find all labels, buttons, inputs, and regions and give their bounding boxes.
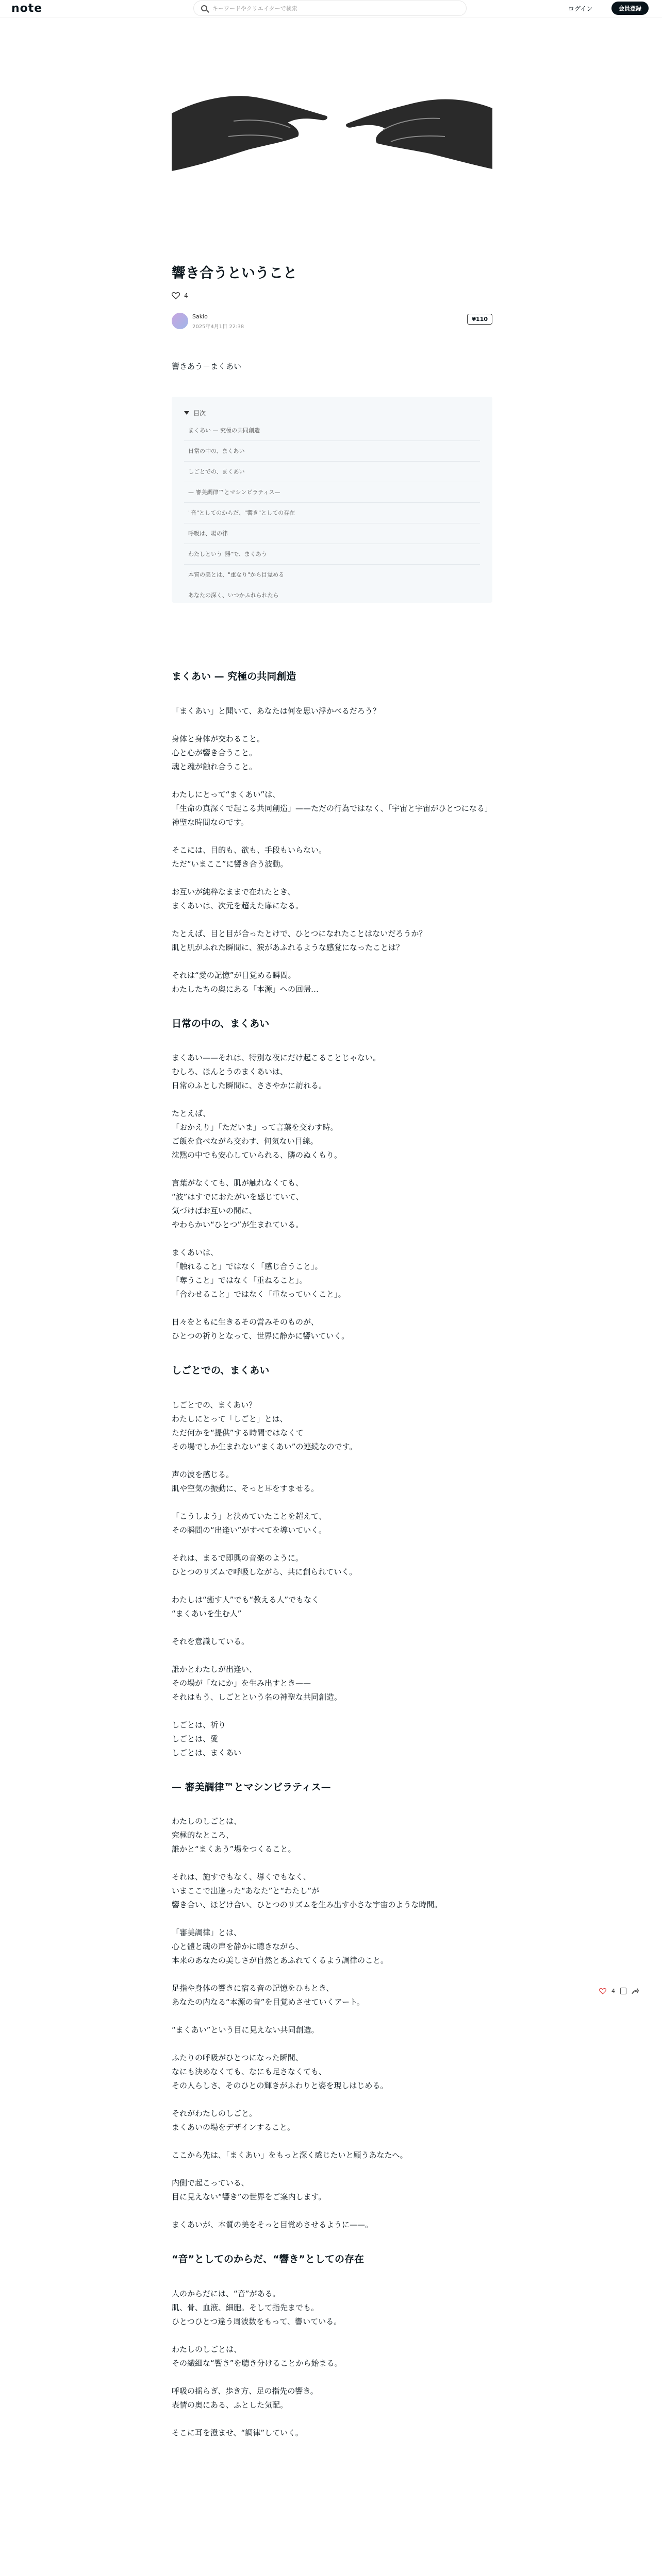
paragraph: しごとでの、まくあい？ わたしにとって「しごと」とは、 ただ何かを“提供”する時間ではなくて その場でしか生まれない“まくあい”の連続なのです。 xyxy=(172,1400,357,1451)
toc-item[interactable]: わたしという"器"で、まくあう xyxy=(184,544,480,565)
toc-item[interactable]: 日常の中の、まくあい xyxy=(184,441,480,462)
paragraph: 呼吸の揺らぎ、歩き方、足の指先の響き。 表情の奥にある、ふとした気配。 xyxy=(172,2386,318,2410)
note-logo[interactable]: note xyxy=(11,2,43,15)
hero-image xyxy=(172,36,492,222)
toc-item[interactable]: 呼吸は、場の律 xyxy=(184,523,480,544)
paragraph: たとえば、 「おかえり」「ただいま」って言葉を交わす時。 ご飯を食べながら交わす、何気ない目線。 沈黙の中でも安心していられる、隣のぬくもり。 xyxy=(172,1109,342,1160)
paragraph: ここから先は、「まくあい」をもっと深く感じたいと願うあなたへ。 xyxy=(172,2150,408,2160)
toc-item[interactable]: あなたの深く、いつかふれられたら xyxy=(188,592,279,599)
section-heading: — 審美調律™とマシンビラティス— xyxy=(172,1781,331,1793)
author-name[interactable]: Sakio xyxy=(192,313,208,320)
triangle-down-icon xyxy=(184,411,189,415)
share-icon[interactable] xyxy=(632,1988,639,1994)
publish-date: 2025年4月1日 22:38 xyxy=(192,324,244,330)
paragraph: 声の波を感じる。 肌や空気の振動に、そっと耳をすませる。 xyxy=(172,1469,319,1493)
paragraph: そこには、目的も、欲も、手段もいらない。 ただ“いまここ”に響き合う波動。 xyxy=(172,845,327,869)
paragraph: 内側で起こっている、 目に見えない“響き”の世界をご案内します。 xyxy=(172,2178,326,2202)
paragraph: それがわたしのしごと。 まくあいの場をデザインすること。 xyxy=(172,2109,295,2132)
search-icon xyxy=(201,5,207,11)
paragraph: まくあいが、本質の美をそっと目覚めさせるように——。 xyxy=(172,2220,373,2230)
hands-illustration xyxy=(172,36,492,222)
paragraph: 人のからだには、“音”がある。 肌、骨、血液、細胞。そして指先までも。 ひとつひとつ違う周波数をもって、響いている。 xyxy=(172,2289,342,2326)
section-heading: “音”としてのからだ、“響き”としての存在 xyxy=(172,2253,364,2265)
paragraph: “まくあい”という目に見えない共同創造。 xyxy=(172,2025,319,2035)
avatar[interactable] xyxy=(172,313,188,329)
search-placeholder: キーワードやクリエイターで検索 xyxy=(212,5,297,12)
article-title: 響き合うということ xyxy=(172,265,297,281)
article-body xyxy=(172,649,492,2454)
paragraph: わたしのしごとは、 その繊細な“響き”を聴き分けることから始まる。 xyxy=(172,2344,342,2368)
paragraph: そこに耳を澄ませ、“調律”していく。 xyxy=(172,2428,303,2437)
toc-item[interactable]: まくあい — 究極の共同創造 xyxy=(184,420,480,441)
paragraph: しごとは、祈り しごとは、愛 しごとは、まくあい xyxy=(172,1720,242,1757)
toc-label: 目次 xyxy=(193,409,206,417)
paragraph: わたしのしごとは、 究極的なところ、 誰かと“まくあう”場をつくること。 xyxy=(172,1817,296,1854)
price-badge: ¥110 xyxy=(467,314,492,325)
section-heading: 日常の中の、まくあい xyxy=(172,1018,270,1029)
table-of-contents xyxy=(172,397,492,603)
top-bar xyxy=(0,0,662,18)
heart-icon[interactable] xyxy=(172,292,180,299)
paragraph: 誰かとわたしが出逢い、 その場が「なにか」を生み出すとき—— それはもう、しごとという名の神聖な共同創造。 xyxy=(172,1664,342,1702)
toc-toggle[interactable] xyxy=(184,405,480,420)
toc-item[interactable]: "音"としてのからだ、"響き"としての存在 xyxy=(184,503,480,523)
paragraph: わたしは“癒す人”でも“教える人”でもなく “まくあいを生む人” xyxy=(172,1595,320,1618)
section-heading: しごとでの、まくあい xyxy=(172,1365,270,1377)
paragraph: それは、施すでもなく、導くでもなく、 いまここで出逢った“あなた”と“わたし”が 響き合い、ほどけ合い、ひとつのリズムを生み出す小さな宇宙のような時間。 xyxy=(172,1872,442,1910)
search-input[interactable] xyxy=(193,1,467,16)
paragraph: たとえば、目と目が合ったとけで、ひとつになれたことはないだろうか？ 肌と肌がふれた瞬間に、涙があふれるような感覚になったことは？ xyxy=(172,928,427,952)
paragraph: ふたりの呼吸がひとつになった瞬間、 なにも決めなくても、なにも足さなくても、 その人らしさ、そのひとの輝きがふわりと姿を現しはじめる。 xyxy=(172,2053,388,2091)
like-count: 4 xyxy=(184,292,188,299)
paragraph: まくあいは、 「触れること」ではなく「感じ合うこと」。 「奪うこと」ではなく「重ねること」。 「合わせること」ではなく「重なっていくこと」。 xyxy=(172,1248,346,1299)
paragraph: 「こうしよう」と決めていたことを超えて、 その瞬間の“出逢い”がすべてを導いていく。 xyxy=(172,1511,326,1535)
signup-button[interactable]: 会員登録 xyxy=(611,2,649,15)
paragraph: 足指や身体の響きに宿る音の記憶をひもとき、 あなたの内なる“本源の音”を目覚めさせていくアート。 xyxy=(172,1984,365,2007)
toc-item[interactable]: しごとでの、まくあい xyxy=(184,462,480,482)
paragraph: 「まくあい」と聞いて、あなたは何を思い浮かべるだろう？ xyxy=(172,706,380,716)
like-row xyxy=(172,292,188,299)
section-heading: まくあい — 究極の共同創造 xyxy=(172,671,296,682)
author-row xyxy=(172,312,492,332)
floating-like-count: 4 xyxy=(611,1988,615,1994)
toc-list xyxy=(184,420,480,606)
paragraph: それは“愛の記憶”が目覚める瞬間。 わたしたちの奥にある「本源」への回帰… xyxy=(172,970,319,994)
lead-text: 響きあう－まくあい xyxy=(172,362,242,371)
login-link[interactable]: ログイン xyxy=(568,5,593,12)
toc-item[interactable]: — 審美調律™とマシンビラティス— xyxy=(184,482,480,503)
paragraph: わたしにとって“まくあい”は、 「生命の真深くで起こる共同創造」——ただの行為ではなく、「宇宙と宇宙がひとつになる」神聖な時間なのです。 xyxy=(172,789,492,827)
bookmark-icon[interactable] xyxy=(620,1988,626,1994)
floating-actions xyxy=(599,1988,639,1994)
like-heart-icon[interactable] xyxy=(599,1988,606,1994)
paragraph: お互いが純粋なままで在れたとき、 まくあいは、次元を超えた扉になる。 xyxy=(172,887,304,910)
paragraph: それを意識している。 xyxy=(172,1636,250,1646)
paragraph: それは、まるで即興の音楽のように。 ひとつのリズムで呼吸しながら、共に創られていく。 xyxy=(172,1553,357,1577)
paragraph: 日々をともに生きるその営みそのものが、 ひとつの祈りとなって、世界に静かに響いていく。 xyxy=(172,1317,350,1341)
paragraph: 「審美調律」とは、 心と體と魂の声を静かに聴きながら、 本来のあなたの美しさが自然とあふれてくるよう調律のこと。 xyxy=(172,1928,389,1965)
paragraph: 身体と身体が交わること。 心と心が響き合うこと。 魂と魂が触れ合うこと。 xyxy=(172,734,265,771)
toc-item[interactable]: 本質の美とは、"重なり"から目覚める xyxy=(184,565,480,585)
paragraph: まくあい——それは、特別な夜にだけ起こることじゃない。 むしろ、ほんとうのまくあいは、 日常のふとした瞬間に、ささやかに訪れる。 xyxy=(172,1053,381,1091)
paragraph: 言葉がなくても、肌が触れなくても、 “波”はすでにおたがいを感じていて、 気づけばお互いの間に、 やわらかい“ひとつ”が生まれている。 xyxy=(172,1178,304,1230)
